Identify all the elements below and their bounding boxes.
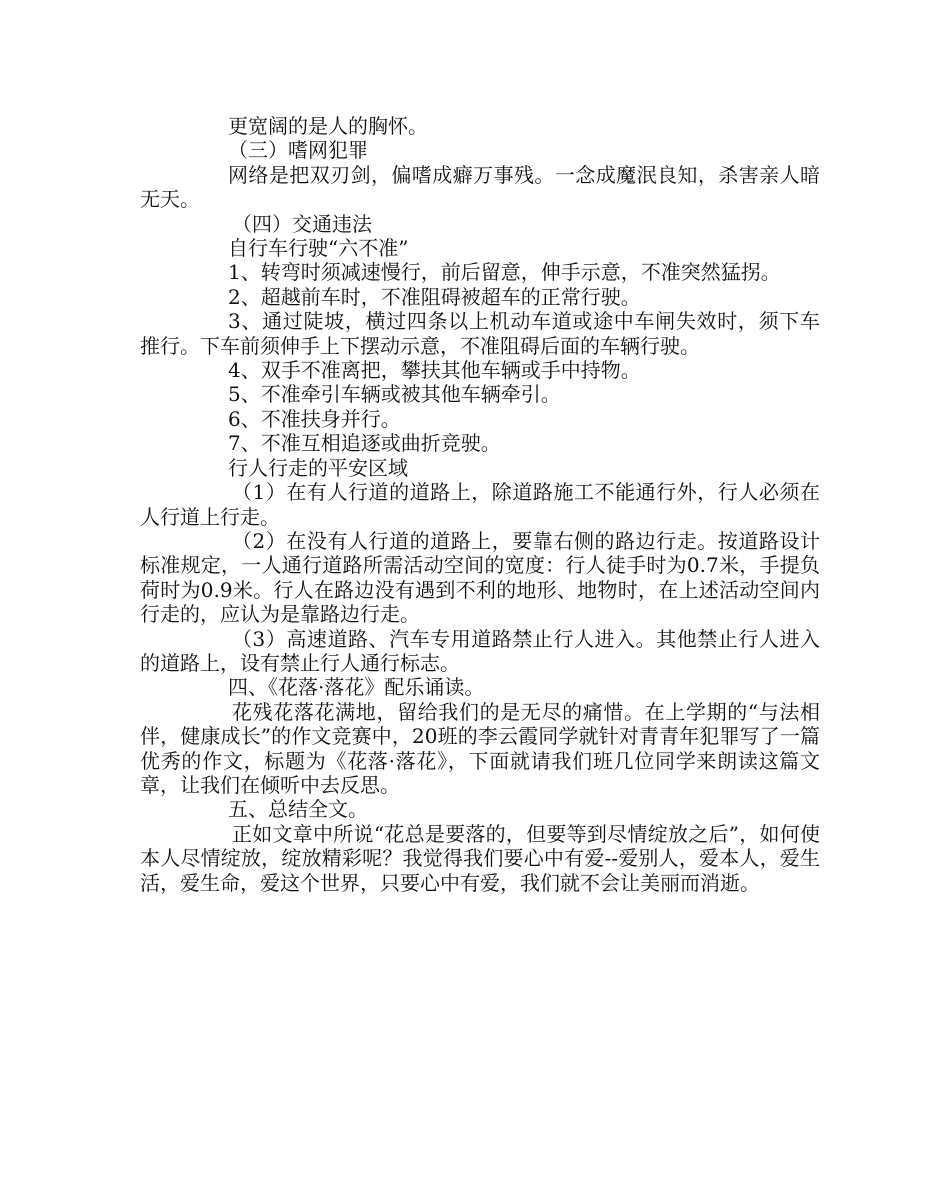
heading-pedestrian-area: 行人行走的平安区域 (228, 455, 408, 480)
list-item-rule-4: 4、双手不准离把，攀扶其他车辆或手中持物。 (228, 358, 641, 383)
paragraph-pedestrian-1: （1）在有人行道的道路上，除道路施工不能通行外，行人必须在人行道上行走。 (140, 480, 820, 529)
list-item-rule-1: 1、转弯时须减速慢行，前后留意，伸手示意，不准突然猛拐。 (228, 260, 781, 285)
list-item-rule-2: 2、超越前车时，不准阻碍被超车的正常行驶。 (228, 284, 641, 309)
heading-traffic-violation: （四）交通违法 (232, 211, 372, 236)
heading-internet-crime: （三）嗜网犯罪 (228, 138, 368, 163)
paragraph-internet: 网络是把双刃剑，偏嗜成癖万事残。一念成魔泯良知，杀害亲人暗无天。 (140, 162, 820, 212)
paragraph-continuation: 更宽阔的是人的胸怀。 (228, 114, 428, 138)
list-item-rule-5: 5、不准牵引车辆或被其他车辆牵引。 (228, 382, 561, 407)
list-item-rule-3: 3、通过陡坡，横过四条以上机动车道或途中车闸失效时，须下车推行。下车前须伸手上下摆动示意，不准阻碍后面的车辆行驶。 (140, 309, 820, 358)
paragraph-pedestrian-2: （2）在没有人行道的道路上，要靠右侧的路边行走。按道路设计标准规定，一人通行道路所需活动空间的宽度：行人徒手时为0.7米，手提负荷时为0.9米。行人在路边没有遇到不利的地形、地物时，在上述活动空间内行走的，应认为是靠路边行走。 (140, 528, 820, 627)
paragraph-recitation: 花残花落花满地，留给我们的是无尽的痛惜。在上学期的“与法相伴，健康成长”的作文竞赛中，20班的李云霞同学就针对青青年犯罪写了一篇优秀的作文，标题为《花落·落花》，下面就请我们班几位同学来朗读这篇文章，让我们在倾听中去反思。 (140, 699, 820, 797)
heading-section-four: 四、《花落·落花》配乐诵读。 (228, 675, 485, 700)
list-item-rule-7: 7、不准互相追逐或曲折竞驶。 (228, 431, 501, 456)
document-body (140, 114, 820, 895)
heading-section-five: 五、总结全文。 (228, 797, 368, 822)
heading-bicycle-rules: 自行车行驶“六不准” (228, 236, 409, 261)
paragraph-pedestrian-3: （3）高速道路、汽车专用道路禁止行人进入。其他禁止行人进入的道路上，设有禁止行人通行标志。 (140, 626, 820, 675)
paragraph-summary: 正如文章中所说“花总是要落的，但要等到尽情绽放之后”，如何使本人尽情绽放，绽放精彩呢？我觉得我们要心中有爱--爱别人，爱本人，爱生活，爱生命，爱这个世界，只要心中有爱，我们就不会让美丽而消逝。 (140, 821, 820, 895)
list-item-rule-6: 6、不准扶身并行。 (228, 406, 401, 431)
